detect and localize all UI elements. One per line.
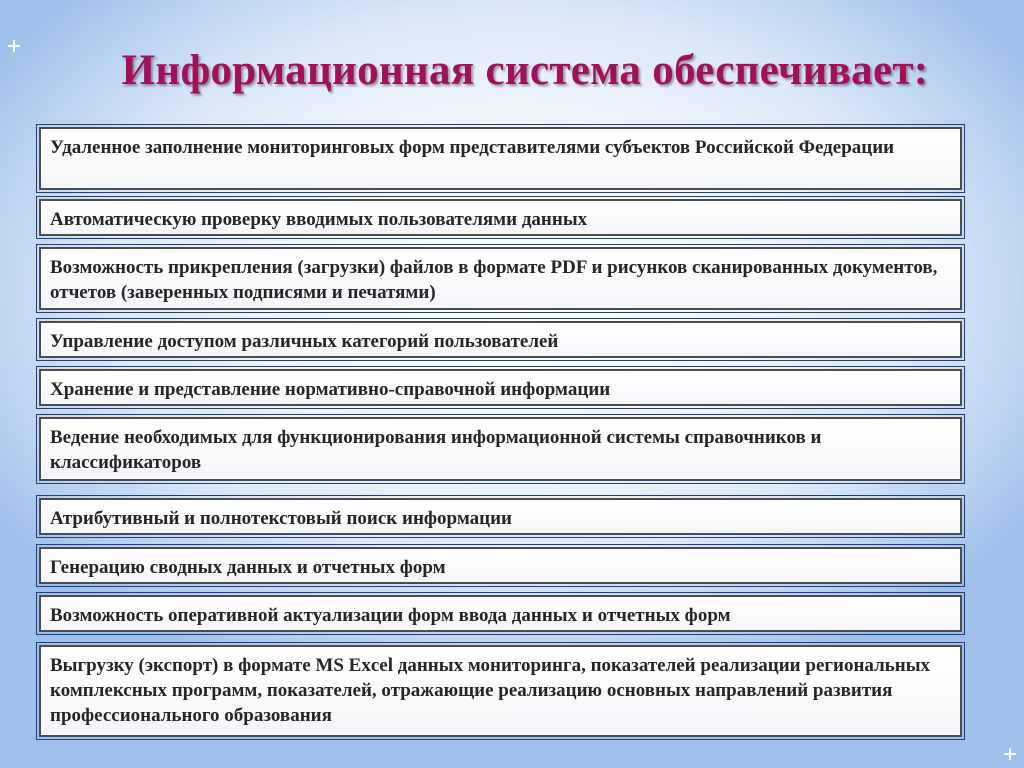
feature-item-text: Возможность прикрепления (загрузки) файлов в формате PDF и рисунков сканированных документов, отчетов (заверенных подписями и печатями) <box>39 247 962 310</box>
feature-item-search <box>36 495 965 538</box>
feature-item-text: Управление доступом различных категорий пользователей <box>39 321 962 358</box>
slide-title: Информационная система обеспечивает: <box>121 47 929 94</box>
feature-item-text: Возможность оперативной актуализации форм ввода данных и отчетных форм <box>39 595 962 632</box>
feature-item-directories <box>36 414 965 484</box>
feature-item-form-update <box>36 592 965 635</box>
feature-item-text: Удаленное заполнение мониторинговых форм представителями субъектов Российской Федерации <box>39 127 962 190</box>
feature-item-access-control <box>36 318 965 361</box>
feature-item-text: Атрибутивный и полнотекстовый поиск информации <box>39 498 962 535</box>
feature-item-summary-generation <box>36 544 965 587</box>
feature-item-auto-check <box>36 196 965 239</box>
feature-item-remote-filling <box>36 124 965 193</box>
feature-item-text: Генерацию сводных данных и отчетных форм <box>39 547 962 584</box>
feature-item-text: Хранение и представление нормативно-справочной информации <box>39 369 962 406</box>
feature-item-excel-export <box>36 642 965 740</box>
feature-item-reference-info <box>36 366 965 409</box>
feature-item-file-attachment <box>36 244 965 313</box>
feature-item-text: Автоматическую проверку вводимых пользователями данных <box>39 199 962 236</box>
feature-item-text: Выгрузку (экспорт) в формате MS Excel данных мониторинга, показателей реализации региональных комплексных программ, показателей, отражающие реализацию основных направлений развития профессионального образования <box>39 645 962 737</box>
feature-item-text: Ведение необходимых для функционирования информационной системы справочников и классификаторов <box>39 417 962 481</box>
